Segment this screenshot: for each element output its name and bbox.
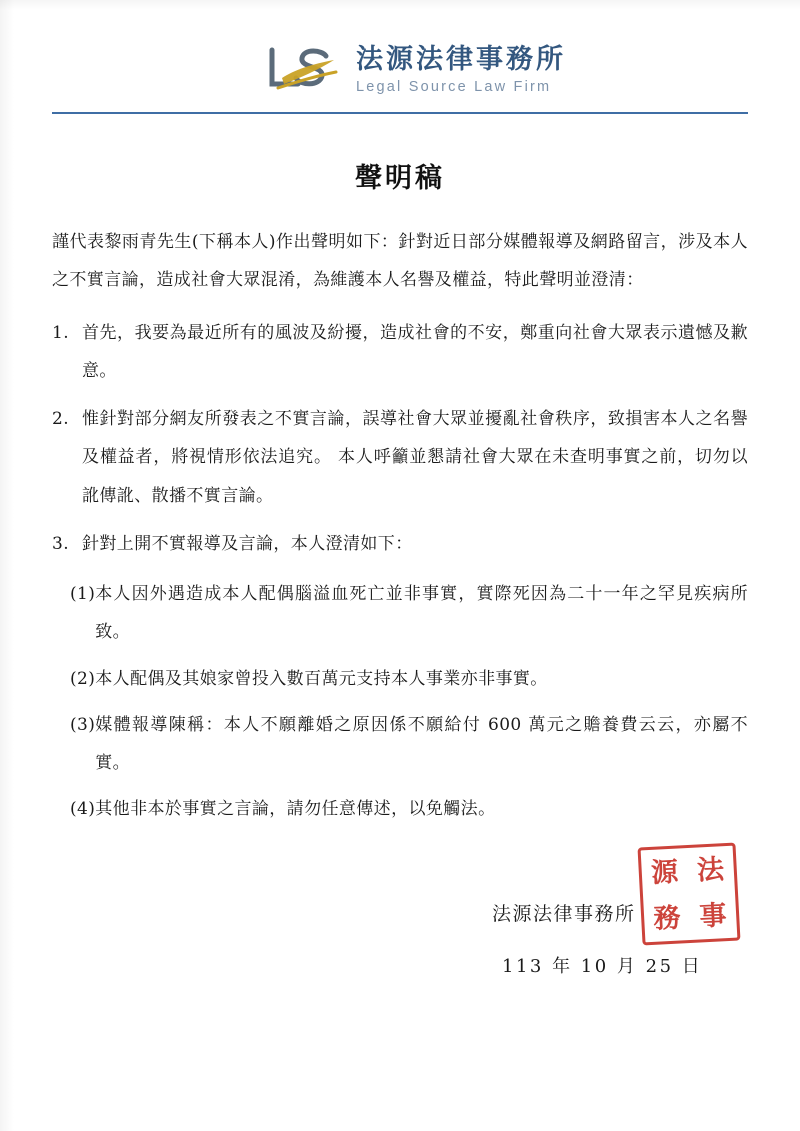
list-item (52, 525, 748, 563)
list-marker: 3. (52, 533, 70, 554)
seal-char: 務 (652, 901, 682, 934)
seal-char: 事 (698, 899, 728, 932)
intro-paragraph: 謹代表黎雨青先生(下稱本人)作出聲明如下：針對近日部分媒體報導及網路留言，涉及本人之不實言論，造成社會大眾混淆，為維護本人名譽及權益，特此聲明並澄清： (52, 232, 748, 291)
sub-list-text: 本人配偶及其娘家曾投入數百萬元支持本人事業亦非事實。 (95, 668, 548, 689)
company-seal-stamp-icon (638, 842, 741, 945)
sub-list-marker: (1) (70, 584, 96, 604)
sub-list-item (70, 660, 748, 698)
ls-monogram-logo-icon (264, 44, 342, 96)
list-item (52, 314, 748, 391)
list-marker: 1. (52, 322, 70, 343)
sub-list-item (70, 706, 748, 783)
sub-list-marker: (4) (70, 799, 96, 820)
list-text: 首先，我要為最近所有的風波及紛擾，造成社會的不安，鄭重向社會大眾表示遺憾及歉意。 (82, 322, 748, 381)
letterhead (0, 0, 800, 96)
list-text: 針對上開不實報導及言論，本人澄清如下： (82, 533, 413, 554)
signature-firm-name: 法源法律事務所 (492, 902, 636, 925)
list-text: 惟針對部分網友所發表之不實言論，誤導社會大眾並擾亂社會秩序，致損害本人之名譽及權益者，將視情形依法追究。 本人呼籲並懇請社會大眾在未查明事實之前，切勿以訛傳訛、散播不實言論。 (82, 409, 748, 506)
firm-name-block (356, 43, 566, 95)
sub-list-text: 本人因外遇造成本人配偶腦溢血死亡並非事實，實際死因為二十一年之罕見疾病所致。 (95, 584, 748, 643)
sub-list (70, 575, 748, 829)
sub-list-text: 其他非本於事實之言論，請勿任意傳述，以免觸法。 (95, 799, 496, 820)
signature-date: 113 年 10 月 25 日 (502, 955, 703, 977)
sub-list-marker: (2) (70, 668, 96, 689)
numbered-list (52, 314, 748, 564)
firm-name-cn: 法源法律事務所 (356, 43, 566, 75)
sub-list-marker: (3) (70, 714, 96, 735)
sub-list-text: 媒體報導陳稱：本人不願離婚之原因係不願給付 600 萬元之贍養費云云，亦屬不實。 (95, 714, 748, 773)
page-title: 聲明稿 (355, 163, 445, 194)
seal-char: 源 (650, 855, 680, 888)
document-body (52, 223, 748, 1005)
seal-char: 法 (696, 853, 726, 886)
sub-list-item (70, 575, 748, 652)
firm-name-en: Legal Source Law Firm (356, 78, 552, 95)
list-item (52, 400, 748, 515)
signature-block (52, 855, 748, 1005)
sub-list-item (70, 790, 748, 828)
header-divider (52, 112, 748, 114)
list-marker: 2. (52, 409, 70, 429)
